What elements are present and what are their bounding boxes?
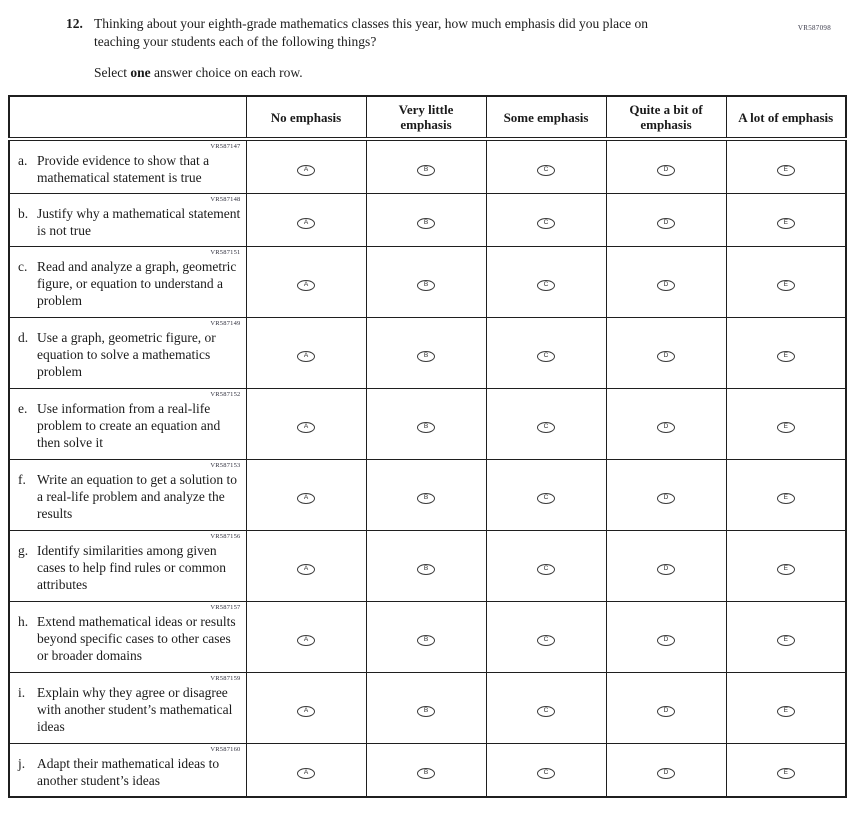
page-code: VR587098 — [797, 24, 831, 32]
answer-bubble-c[interactable]: C — [537, 706, 555, 717]
answer-bubble-d[interactable]: D — [657, 351, 675, 362]
answer-bubble-d[interactable]: D — [657, 493, 675, 504]
question-number: 12. — [66, 16, 83, 31]
row-text: Identify similarities among given cases to help find rules or common attributes — [37, 543, 226, 592]
option-cell — [366, 744, 486, 798]
answer-bubble-b[interactable]: B — [417, 635, 435, 646]
emphasis-table — [8, 95, 847, 798]
row-letter: e. — [18, 401, 28, 416]
answer-bubble-e[interactable]: E — [777, 422, 795, 433]
option-cell — [726, 194, 846, 247]
option-cell — [726, 531, 846, 602]
answer-bubble-e[interactable]: E — [777, 706, 795, 717]
option-cell — [366, 673, 486, 744]
option-cell — [246, 673, 366, 744]
option-cell — [606, 744, 726, 798]
question-instruction — [94, 64, 853, 82]
row-text: Use a graph, geometric figure, or equation to solve a mathematics problem — [37, 330, 216, 379]
table-row-d — [9, 318, 846, 389]
answer-bubble-a[interactable]: A — [297, 351, 315, 362]
option-cell — [486, 247, 606, 318]
row-code: VR587153 — [210, 462, 241, 469]
row-letter: b. — [18, 206, 29, 221]
instruction-suffix: answer choice on each row. — [150, 65, 303, 80]
option-cell — [246, 139, 366, 194]
table-row-h — [9, 602, 846, 673]
answer-bubble-c[interactable]: C — [537, 768, 555, 779]
option-cell — [726, 318, 846, 389]
row-code: VR587149 — [210, 320, 241, 327]
row-code: VR587152 — [210, 391, 241, 398]
row-letter: i. — [18, 685, 26, 700]
row-stem — [9, 531, 246, 602]
option-cell — [246, 247, 366, 318]
answer-bubble-e[interactable]: E — [777, 280, 795, 291]
row-letter: j. — [18, 756, 26, 771]
option-cell — [606, 389, 726, 460]
row-letter: a. — [18, 153, 28, 168]
answer-bubble-e[interactable]: E — [777, 635, 795, 646]
row-letter: c. — [18, 259, 28, 274]
row-stem — [9, 247, 246, 318]
answer-bubble-e[interactable]: E — [777, 165, 795, 176]
option-cell — [726, 673, 846, 744]
answer-bubble-c[interactable]: C — [537, 218, 555, 229]
table-row-f — [9, 460, 846, 531]
answer-bubble-e[interactable]: E — [777, 564, 795, 575]
row-text: Read and analyze a graph, geometric figure, or equation to understand a problem — [37, 259, 237, 308]
row-code: VR587151 — [210, 249, 241, 256]
table-row-c — [9, 247, 846, 318]
column-header-no-emphasis: No emphasis — [246, 96, 366, 139]
answer-bubble-c[interactable]: C — [537, 635, 555, 646]
row-code: VR587147 — [210, 143, 241, 150]
option-cell — [606, 194, 726, 247]
option-cell — [366, 247, 486, 318]
answer-bubble-b[interactable]: B — [417, 280, 435, 291]
answer-bubble-e[interactable]: E — [777, 493, 795, 504]
option-cell — [246, 744, 366, 798]
row-stem — [9, 139, 246, 194]
answer-bubble-e[interactable]: E — [777, 768, 795, 779]
column-header-very-little-emphasis: Very little emphasis — [366, 96, 486, 139]
answer-bubble-c[interactable]: C — [537, 422, 555, 433]
row-code: VR587159 — [210, 675, 241, 682]
option-cell — [246, 460, 366, 531]
row-text: Adapt their mathematical ideas to another student’s ideas — [37, 756, 220, 788]
option-cell — [486, 602, 606, 673]
option-cell — [606, 531, 726, 602]
answer-bubble-b[interactable]: B — [417, 218, 435, 229]
answer-bubble-b[interactable]: B — [417, 422, 435, 433]
row-letter: h. — [18, 614, 29, 629]
answer-bubble-d[interactable]: D — [657, 635, 675, 646]
answer-bubble-a[interactable]: A — [297, 706, 315, 717]
table-row-i — [9, 673, 846, 744]
option-cell — [366, 531, 486, 602]
answer-bubble-b[interactable]: B — [417, 564, 435, 575]
table-row-g — [9, 531, 846, 602]
row-stem — [9, 602, 246, 673]
answer-bubble-d[interactable]: D — [657, 564, 675, 575]
answer-bubble-c[interactable]: C — [537, 564, 555, 575]
answer-bubble-b[interactable]: B — [417, 493, 435, 504]
column-header-quite-a-bit-of-emphasis: Quite a bit of emphasis — [606, 96, 726, 139]
option-cell — [486, 139, 606, 194]
answer-bubble-b[interactable]: B — [417, 768, 435, 779]
row-text: Use information from a real-life problem to create an equation and then solve it — [37, 401, 221, 450]
option-cell — [366, 194, 486, 247]
row-letter: g. — [18, 543, 29, 558]
answer-bubble-a[interactable]: A — [297, 218, 315, 229]
question-block — [66, 15, 853, 51]
option-cell — [366, 139, 486, 194]
answer-bubble-d[interactable]: D — [657, 165, 675, 176]
answer-bubble-c[interactable]: C — [537, 493, 555, 504]
answer-bubble-a[interactable]: A — [297, 635, 315, 646]
answer-bubble-b[interactable]: B — [417, 351, 435, 362]
option-cell — [486, 744, 606, 798]
option-cell — [486, 531, 606, 602]
table-row-j — [9, 744, 846, 798]
row-text: Explain why they agree or disagree with another student’s mathematical ideas — [37, 685, 233, 734]
option-cell — [726, 460, 846, 531]
answer-bubble-d[interactable]: D — [657, 768, 675, 779]
column-header-some-emphasis: Some emphasis — [486, 96, 606, 139]
row-text: Extend mathematical ideas or results beyond specific cases to other cases or broader domains — [37, 614, 236, 663]
option-cell — [606, 139, 726, 194]
option-cell — [726, 247, 846, 318]
option-cell — [246, 194, 366, 247]
option-cell — [246, 602, 366, 673]
option-cell — [486, 318, 606, 389]
row-code: VR587156 — [210, 533, 241, 540]
row-stem — [9, 744, 246, 798]
answer-bubble-e[interactable]: E — [777, 351, 795, 362]
row-text: Provide evidence to show that a mathematical statement is true — [37, 153, 210, 185]
table-row-b — [9, 194, 846, 247]
row-code: VR587148 — [210, 196, 241, 203]
option-cell — [486, 460, 606, 531]
option-cell — [486, 389, 606, 460]
option-cell — [726, 139, 846, 194]
option-cell — [606, 602, 726, 673]
row-stem — [9, 673, 246, 744]
option-cell — [366, 460, 486, 531]
answer-bubble-a[interactable]: A — [297, 280, 315, 291]
option-cell — [726, 744, 846, 798]
instruction-prefix: Select — [94, 65, 131, 80]
option-cell — [606, 673, 726, 744]
option-cell — [726, 602, 846, 673]
row-letter: d. — [18, 330, 29, 345]
instruction-bold-word: one — [130, 65, 151, 80]
answer-bubble-c[interactable]: C — [537, 280, 555, 291]
answer-bubble-b[interactable]: B — [417, 165, 435, 176]
option-cell — [366, 602, 486, 673]
answer-bubble-d[interactable]: D — [657, 280, 675, 291]
answer-bubble-a[interactable]: A — [297, 768, 315, 779]
option-cell — [606, 460, 726, 531]
option-cell — [486, 673, 606, 744]
answer-bubble-a[interactable]: A — [297, 493, 315, 504]
row-code: VR587160 — [210, 746, 241, 753]
answer-bubble-b[interactable]: B — [417, 706, 435, 717]
row-code: VR587157 — [210, 604, 241, 611]
table-row-e — [9, 389, 846, 460]
row-text: Justify why a mathematical statement is not true — [37, 206, 241, 238]
answer-bubble-d[interactable]: D — [657, 422, 675, 433]
answer-bubble-a[interactable]: A — [297, 165, 315, 176]
answer-bubble-a[interactable]: A — [297, 564, 315, 575]
answer-bubble-c[interactable]: C — [537, 351, 555, 362]
row-stem — [9, 318, 246, 389]
table-row-a — [9, 139, 846, 194]
row-stem — [9, 194, 246, 247]
answer-bubble-a[interactable]: A — [297, 422, 315, 433]
option-cell — [606, 318, 726, 389]
option-cell — [246, 531, 366, 602]
option-cell — [366, 389, 486, 460]
row-letter: f. — [18, 472, 26, 487]
question-text: Thinking about your eighth-grade mathematics classes this year, how much emphasis did you place on teaching your students each of the following things? — [94, 16, 648, 49]
answer-bubble-e[interactable]: E — [777, 218, 795, 229]
option-cell — [726, 389, 846, 460]
row-stem — [9, 460, 246, 531]
option-cell — [246, 318, 366, 389]
column-header-a-lot-of-emphasis: A lot of emphasis — [726, 96, 846, 139]
answer-bubble-d[interactable]: D — [657, 218, 675, 229]
option-cell — [486, 194, 606, 247]
option-cell — [246, 389, 366, 460]
stem-header-cell — [9, 96, 246, 139]
option-cell — [606, 247, 726, 318]
answer-bubble-d[interactable]: D — [657, 706, 675, 717]
answer-bubble-c[interactable]: C — [537, 165, 555, 176]
row-text: Write an equation to get a solution to a real-life problem and analyze the results — [37, 472, 238, 521]
row-stem — [9, 389, 246, 460]
header-row — [9, 96, 846, 139]
option-cell — [366, 318, 486, 389]
